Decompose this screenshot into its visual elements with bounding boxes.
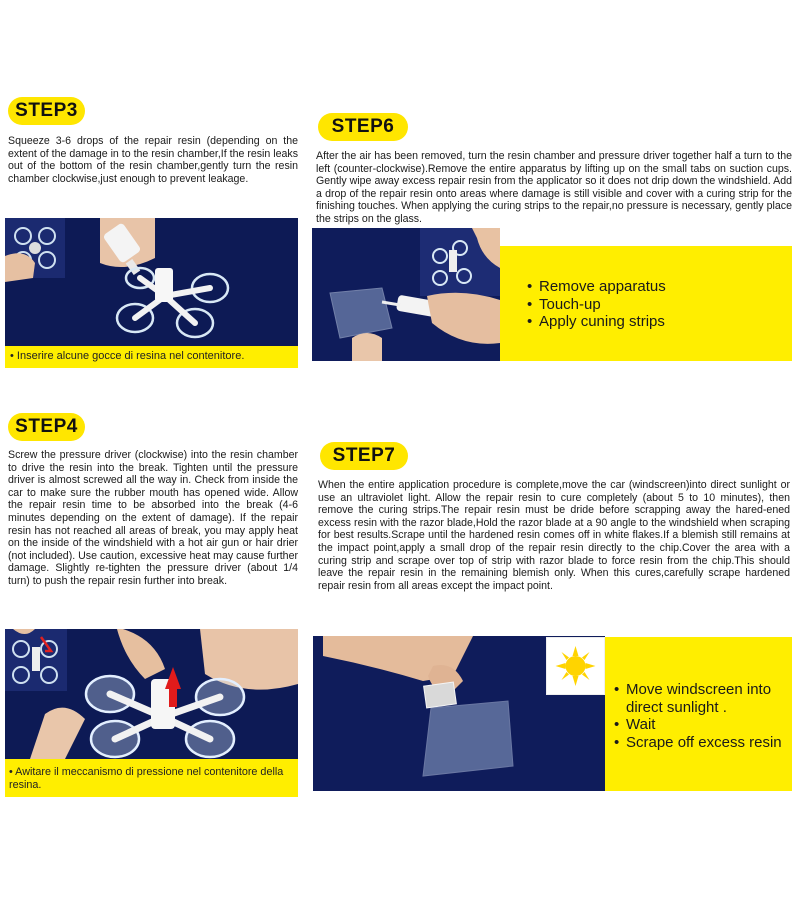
step6-photo	[312, 228, 500, 361]
step7-badge: STEP7	[320, 442, 408, 470]
step6-bullet-list	[527, 278, 787, 331]
step3-instructions: Squeeze 3-6 drops of the repair resin (depending on the extent of the damage in to the resin chamber,If the resin leaks out of the bottom of the resin chamber,gently turn the resin chamber clockwise,just enough to prevent leakage.	[8, 135, 298, 185]
step6-badge: STEP6	[318, 113, 408, 141]
step7-instructions: When the entire application procedure is complete,move the car (windscreen)into direct sunlight or use an ultraviolet light. Allow the repair resin to cure completely (about 5 to 10 minutes), then remove the curing strips.The repair resin must be dride before scrapping away the hared-ened excess resin with the razor blade,Hold the razor blade at a 90 angle to the windshield when scraping for best results.Scrape until the hardened resin comes off in white flakes.If a blemish still remains at the impact point,apply a small drop of the repair resin directly to the chip.Cover the area with a curing strip and scrape over top of strip with razor blade to force resin from the chip.This should leave the repair resin in the remaining blemish only. When this cures,carefully scrape hardened repair resin from all areas except the impact point.	[318, 479, 790, 592]
step4-instructions: Screw the pressure driver (clockwise) into the resin chamber to drive the resin into the break. Tighten until the pressure driver is almost screwed all the way in. Check from inside the car to make sure the rubber mouth has opened wide. Allow the repair resin time to be absorbed into the break (4-6 minutes depending on the extent of damage). If the repair resin has not reached all areas of break, you may apply heat on the inside of the windshield with a hot air gun or hair drier (not included). Use caution, excessive heat may cause further damage. Slightly re-tighten the pressure driver (about 1/4 turn) to push the repair resin further into break.	[8, 449, 298, 587]
step6-instructions: After the air has been removed, turn the resin chamber and pressure driver together half a turn to the left (counter-clockwise).Remove the entire apparatus by lifting up on the small tabs on suction cups. Gently wipe away excess repair resin from the applicator so it does not drip down the windshield. Add a drop of the repair resin onto areas where damage is still visible and cover with a curing strip for the finishing touches. When applying the curing strips to the repair,no pressure is necessary, gently place the strips on the glass.	[316, 150, 792, 225]
step3-badge: STEP3	[8, 97, 85, 125]
step7-yellow-left	[605, 637, 792, 677]
step6-bullet-3: • Apply cuning strips	[527, 313, 787, 331]
step4-photo	[5, 629, 298, 759]
step4-badge: STEP4	[8, 413, 85, 441]
step7-bullet-2: • Wait	[614, 716, 790, 734]
step7-sun-box	[546, 637, 605, 695]
step3-photo	[5, 218, 298, 346]
step4-caption: • Awitare il meccanismo di pressione nel contenitore della resina.	[9, 766, 284, 791]
step7-bullet-1: • Move windscreen into direct sunlight .	[614, 681, 790, 716]
step6-bullet-2: • Touch-up	[527, 296, 787, 314]
step7-bullet-list	[614, 681, 790, 751]
step3-caption: • Inserire alcune gocce di resina nel contenitore.	[10, 350, 245, 362]
sun-icon	[547, 638, 604, 694]
step7-bullet-3: • Scrape off excess resin	[614, 734, 790, 752]
step6-bullet-1: • Remove apparatus	[527, 278, 787, 296]
